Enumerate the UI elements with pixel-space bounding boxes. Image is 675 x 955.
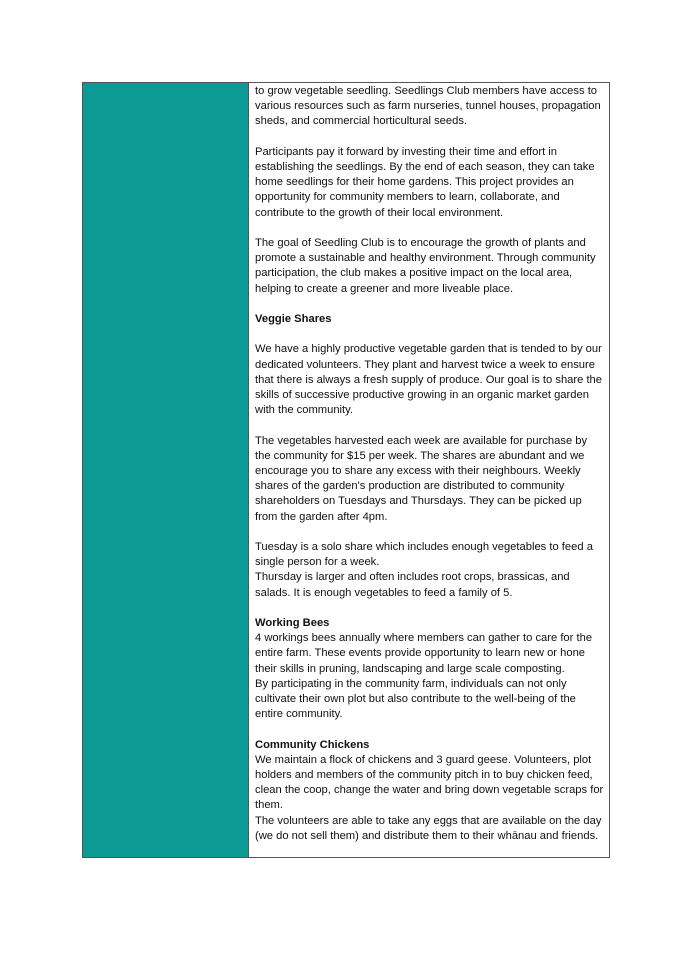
community-chickens-heading: Community Chickens xyxy=(255,738,370,751)
working-bees-paragraph-2: By participating in the community farm, individuals can not only cultivate their own plot but also contribute to the well-being of the entire community. xyxy=(255,677,576,721)
veggie-shares-paragraph-3: Tuesday is a solo share which includes enough vegetables to feed a single person for a week. xyxy=(255,541,593,569)
intro-paragraph-2: Participants pay it forward by investing their time and effort in establishing the seedlings. By the end of each season, they can take home seedlings for their home gardens. This project provides an opportunity for community members to learn, collaborate, and contribute to the growth of their local environment. xyxy=(255,145,595,219)
community-chickens-paragraph-1: We maintain a flock of chickens and 3 guard geese. Volunteers, plot holders and members of the community pitch in to buy chicken feed, clean the coop, change the water and bring down vegetable scraps for them. xyxy=(255,753,604,812)
community-chickens-paragraph-2: The volunteers are able to take any eggs that are available on the day (we do not sell them) and distribute them to their whānau and friends. xyxy=(255,814,602,842)
working-bees-paragraph-1: 4 workings bees annually where members can gather to care for the entire farm. These events provide opportunity to learn new or hone their skills in pruning, landscaping and large scale composting. xyxy=(255,632,593,675)
working-bees-heading: Working Bees xyxy=(255,617,330,629)
veggie-shares-paragraph-4: Thursday is larger and often includes root crops, brassicas, and salads. It is enough vegetables to feed a family of 5. xyxy=(255,571,570,599)
intro-paragraph-1: to grow vegetable seedling. Seedlings Club members have access to various resources such as farm nurseries, tunnel houses, propagation sheds, and commercial horticultural seeds. xyxy=(255,85,601,128)
veggie-shares-paragraph-2: The vegetables harvested each week are available for purchase by the community for $15 per week. The shares are abundant and we encourage you to share any excess with their neighbours. Weekly shares of the garden's production are distributed to community shareholders on Tuesdays and Thursdays. They can be picked up from the garden after 4pm. xyxy=(255,434,588,523)
teal-sidebar-cell xyxy=(83,83,249,857)
intro-paragraph-3: The goal of Seedling Club is to encourage the growth of plants and promote a sustainable and healthy environment. Through community participation, the club makes a positive impact on the local area, helping to create a greener and more liveable place. xyxy=(255,237,596,295)
text-cell xyxy=(249,83,609,857)
veggie-shares-paragraph-1: We have a highly productive vegetable garden that is tended to by our dedicated volunteers. They plant and harvest twice a week to ensure that there is always a fresh supply of produce. Our goal is to share the skills of successive productive growing in an organic market garden with the community. xyxy=(255,343,602,417)
content-table xyxy=(82,82,610,858)
veggie-shares-heading: Veggie Shares xyxy=(255,313,332,325)
